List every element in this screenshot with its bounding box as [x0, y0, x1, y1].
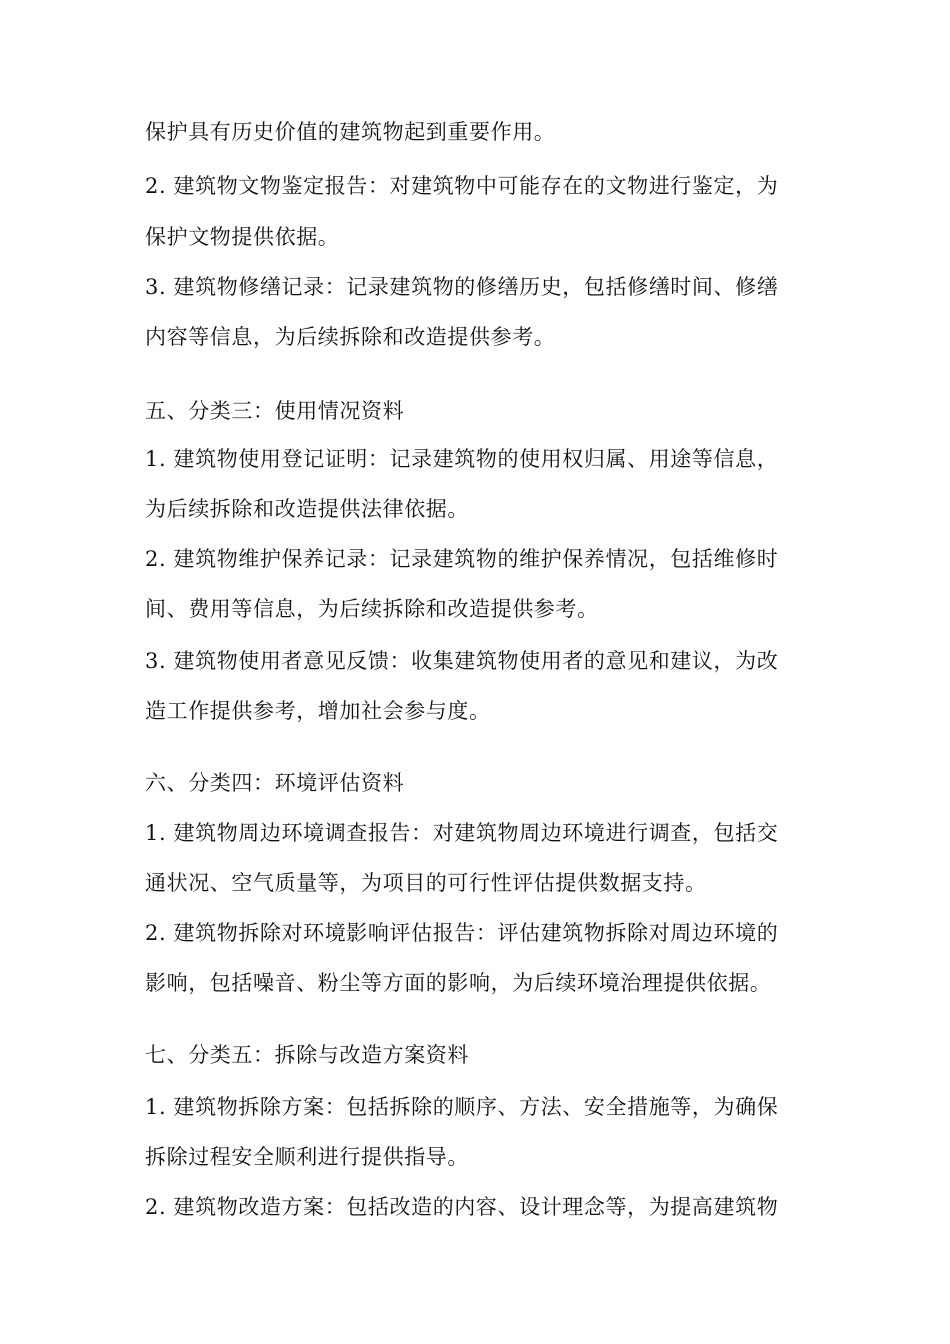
paragraph-line: 保护具有历史价值的建筑物起到重要作用。 [145, 120, 556, 144]
paragraph-line: 2. 建筑物改造方案：包括改造的内容、设计理念等，为提高建筑物 [145, 1195, 779, 1219]
paragraph-line: 3. 建筑物修缮记录：记录建筑物的修缮历史，包括修缮时间、修缮 [145, 275, 779, 299]
paragraph-line: 拆除过程安全顺利进行提供指导。 [145, 1145, 469, 1169]
paragraph-line: 1. 建筑物拆除方案：包括拆除的顺序、方法、安全措施等，为确保 [145, 1095, 779, 1119]
paragraph-line: 内容等信息，为后续拆除和改造提供参考。 [145, 325, 556, 349]
paragraph-line: 2. 建筑物文物鉴定报告：对建筑物中可能存在的文物进行鉴定，为 [145, 174, 779, 198]
section-heading: 五、分类三：使用情况资料 [145, 399, 405, 423]
paragraph-line: 保护文物提供依据。 [145, 225, 340, 249]
paragraph-line: 间、费用等信息，为后续拆除和改造提供参考。 [145, 597, 599, 621]
paragraph-line: 3. 建筑物使用者意见反馈：收集建筑物使用者的意见和建议，为改 [145, 649, 779, 673]
paragraph-line: 影响，包括噪音、粉尘等方面的影响，为后续环境治理提供依据。 [145, 971, 772, 995]
paragraph-line: 通状况、空气质量等，为项目的可行性评估提供数据支持。 [145, 871, 707, 895]
section-heading: 七、分类五：拆除与改造方案资料 [145, 1043, 469, 1067]
paragraph-line: 1. 建筑物周边环境调查报告：对建筑物周边环境进行调查，包括交 [145, 821, 779, 845]
paragraph-line: 2. 建筑物维护保养记录：记录建筑物的维护保养情况，包括维修时 [145, 547, 779, 571]
paragraph-line: 造工作提供参考，增加社会参与度。 [145, 699, 491, 723]
paragraph-line: 2. 建筑物拆除对环境影响评估报告：评估建筑物拆除对周边环境的 [145, 921, 779, 945]
paragraph-line: 为后续拆除和改造提供法律依据。 [145, 497, 469, 521]
section-heading: 六、分类四：环境评估资料 [145, 771, 405, 795]
paragraph-line: 1. 建筑物使用登记证明：记录建筑物的使用权归属、用途等信息， [145, 447, 779, 471]
